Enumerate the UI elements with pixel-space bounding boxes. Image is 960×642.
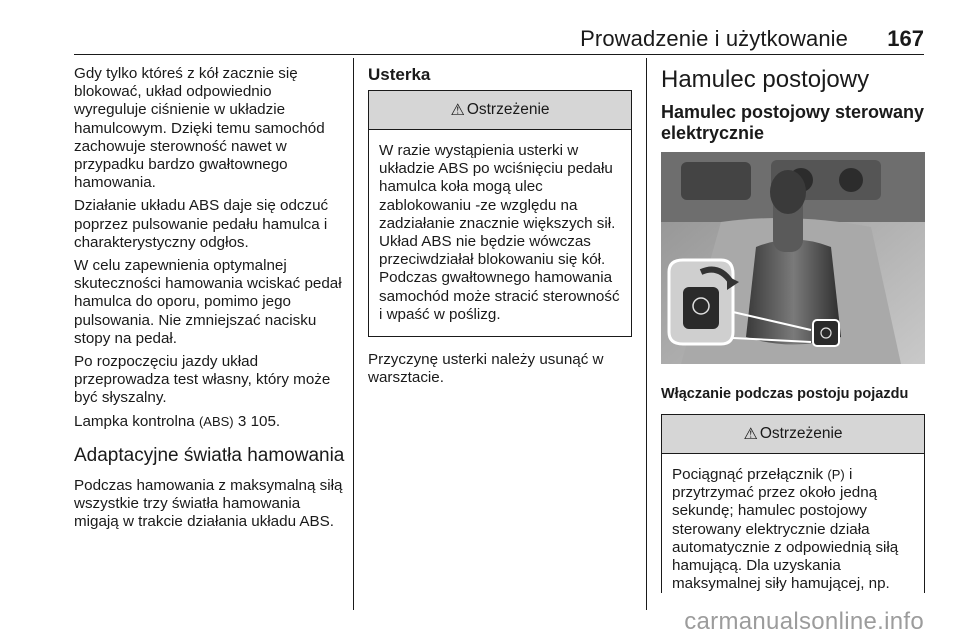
column-right: [661, 66, 925, 593]
page-number: 167: [887, 26, 924, 51]
warning-text-part: i przytrzymać przez około jedną sekundę; hamulec postojowy sterowany elektrycznie działa automatycznie z odpowiednią siłą hamującą. Dla uzyskania maksymalnej siły hamującej, np.: [672, 466, 899, 593]
warning-box: [661, 414, 925, 593]
lamp-text: Lampka kontrolna: [74, 412, 195, 430]
parking-brake-icon: (P): [827, 467, 845, 482]
section-heading: Usterka: [368, 65, 431, 84]
paragraph: Przyczynę usterki należy usunąć w warsztacie.: [368, 351, 604, 387]
column-left: [74, 65, 346, 536]
paragraph: Po rozpoczęciu jazdy układ przeprowadza test własny, który może być słyszalny.: [74, 353, 331, 407]
lamp-reference: [74, 413, 346, 431]
column-middle: [368, 65, 632, 392]
warning-text-part: Pociągnąć przełącznik: [672, 466, 824, 483]
warning-box-body: [369, 130, 631, 336]
parking-brake-switch-photo: [661, 152, 925, 364]
abs-warning-icon: (ABS): [198, 413, 234, 429]
page-ref-link[interactable]: 105.: [250, 412, 281, 430]
column-divider-1: [353, 58, 354, 610]
column-divider-2: [646, 58, 647, 610]
section-heading: Hamulec postojowy: [661, 66, 870, 93]
watermark: carmanualsonline.info: [684, 608, 924, 635]
warning-text: [672, 466, 914, 593]
paragraph: Działanie układu ABS daje się odczuć poprzez pulsowanie pedału hamulca i charakterystyczny odgłos.: [74, 197, 329, 251]
subsection-heading: Hamulec postojowy sterowany elektrycznie: [661, 102, 925, 143]
warning-triangle-icon: ⚠: [743, 426, 758, 443]
page-ref-arrow-icon: 3: [237, 412, 247, 430]
warning-title: Ostrzeżenie: [466, 101, 550, 118]
page-header: [0, 0, 960, 58]
warning-box: [368, 90, 632, 337]
warning-title: Ostrzeżenie: [759, 425, 843, 442]
paragraph: W celu zapewnienia optymalnej skuteczności hamowania wciskać pedał hamulca do oporu, pomimo jego pulsowania. Nie zmniejszać nacisku stopy na pedał.: [74, 257, 342, 347]
warning-box-body: [662, 454, 924, 593]
warning-text: W razie wystąpienia usterki w układzie ABS po wciśnięciu pedału hamulca koła mogą ulec zablokowaniu -ze względu na zadziałanie znacznie większych sił. Układ ABS nie będzie wówczas przeciwdziałał blokowaniu się kół. Podczas gwałtownego hamowania samochód może stracić sterowność i wpaść w poślizg.: [379, 142, 620, 323]
warning-box-header: [662, 415, 924, 454]
header-rule: [74, 54, 924, 55]
figure-caption: Włączanie podczas postoju pojazdu: [661, 386, 909, 402]
paragraph: Podczas hamowania z maksymalną siłą wszystkie trzy światła hamowania migają w trakcie działania układu ABS.: [74, 476, 343, 531]
warning-box-header: [369, 91, 631, 130]
paragraph: Gdy tylko któreś z kół zacznie się blokować, układ odpowiednio wyreguluje ciśnienie w układzie hamulcowym. Dzięki temu samochód zachowuje sterowność nawet w przypadku bardzo gwałtownego hamowania.: [74, 65, 325, 192]
page-header-title: Prowadzenie i użytkowanie: [580, 26, 848, 51]
warning-triangle-icon: ⚠: [450, 102, 465, 119]
section-heading: Adaptacyjne światła hamowania: [74, 444, 345, 466]
